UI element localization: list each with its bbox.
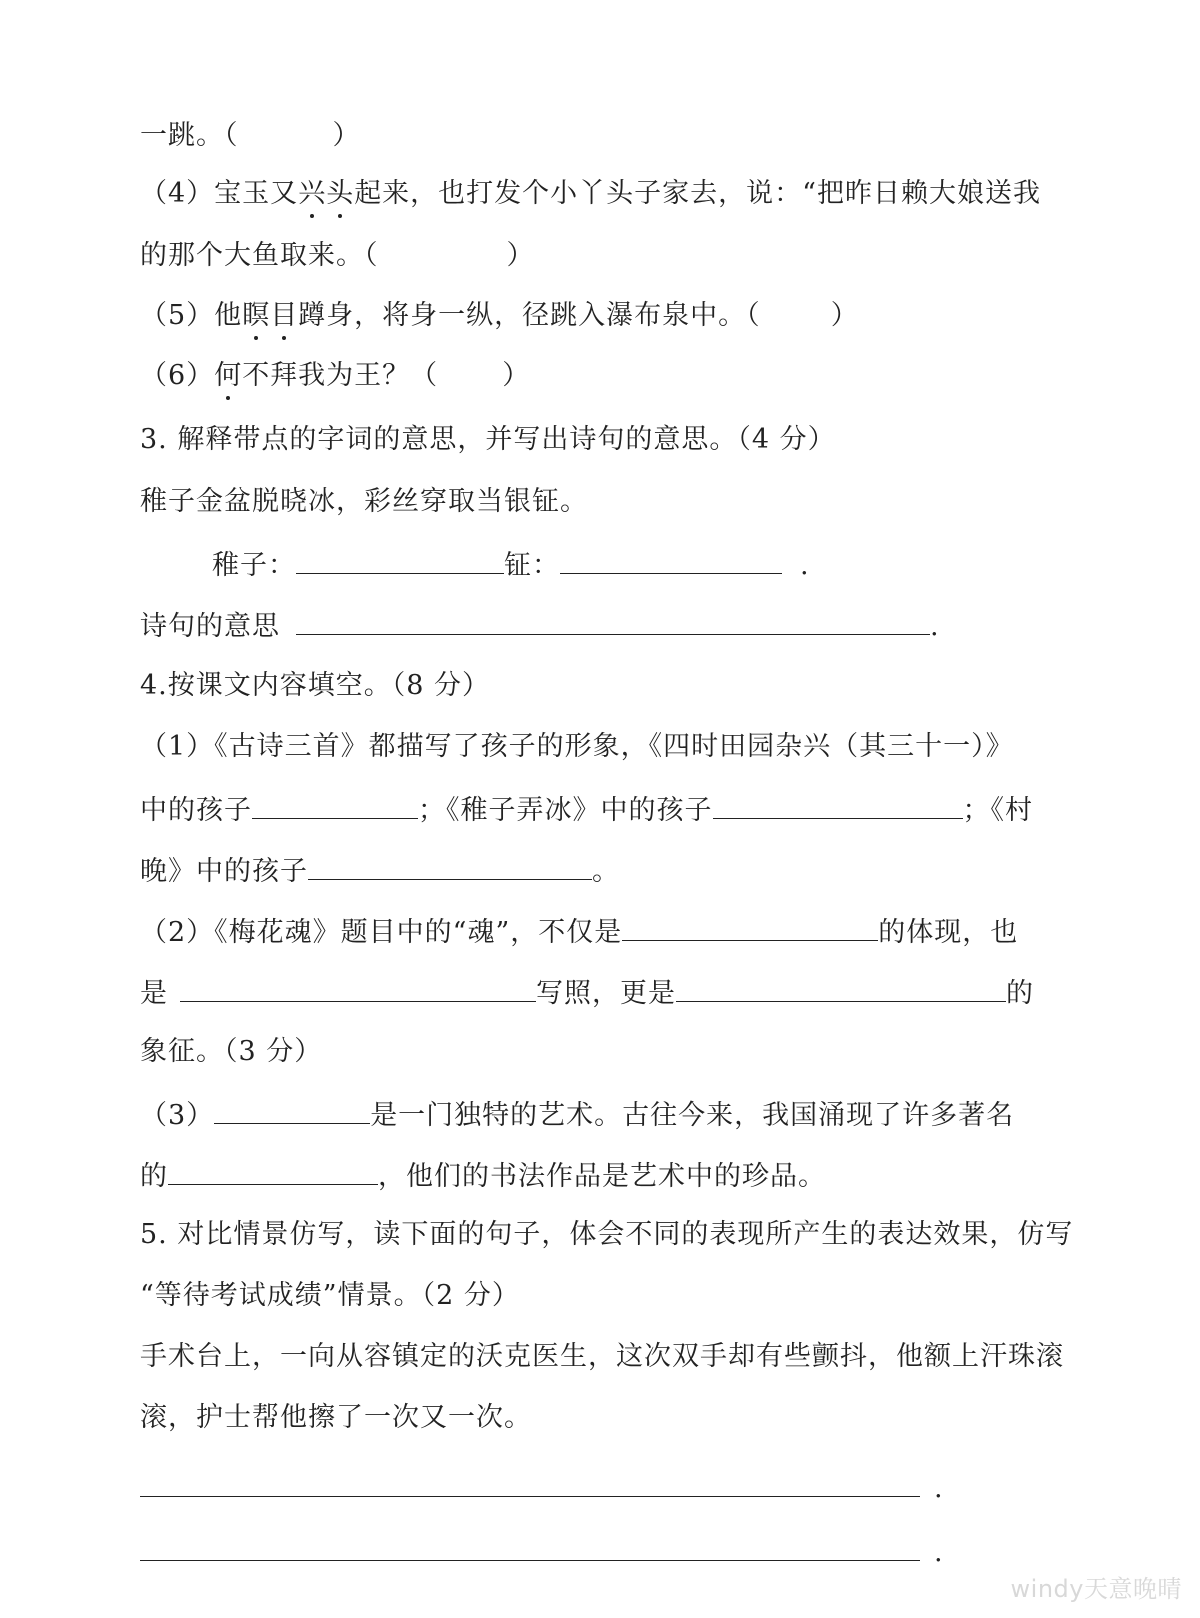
q5-text-line2: 滚，护士帮他擦了一次又一次。 bbox=[140, 1402, 532, 1433]
answer-line-1[interactable] bbox=[140, 1468, 920, 1497]
dotted-char: 头 bbox=[326, 176, 354, 212]
q2-item5: （5）他瞑目蹲身，将身一纵，径跳入瀑布泉中。（ ） bbox=[140, 298, 859, 334]
answer-blank-q4-1c[interactable] bbox=[308, 851, 592, 880]
dotted-char: 兴 bbox=[298, 176, 326, 212]
q4-p1-line1: （1）《古诗三首》都描写了孩子的形象，《四时田园杂兴（其三十一）》 bbox=[140, 731, 1014, 762]
q4-p3-line1: （3） 是一门独特的艺术。古往今来，我国涌现了许多著名 bbox=[140, 1095, 1014, 1134]
q4-p2-line3: 象征。（3 分） bbox=[140, 1036, 323, 1067]
q5-answer-line2: . bbox=[140, 1532, 944, 1571]
q4-title: 4.按课文内容填空。（8 分） bbox=[140, 670, 491, 701]
q2-item4-line1: （4）宝玉又兴头起来，也打发个小丫头子家去，说：“把昨日赖大娘送我 bbox=[140, 176, 1041, 212]
q5-title-line1: 5. 对比情景仿写，读下面的句子，体会不同的表现所产生的表达效果，仿写 bbox=[140, 1219, 1074, 1250]
q5-answer-line1: . bbox=[140, 1468, 944, 1507]
answer-blank-q4-2b[interactable] bbox=[180, 973, 536, 1002]
q3-poem: 稚子金盆脱晓冰，彩丝穿取当银钲。 bbox=[140, 486, 588, 517]
answer-blank-q4-2a[interactable] bbox=[622, 912, 878, 941]
q3-title: 3. 解释带点的字词的意思，并写出诗句的意思。（4 分） bbox=[140, 424, 836, 455]
q3-word-answers: 稚子： 钲： . bbox=[212, 545, 810, 584]
q4-p2-line2: 是 写照，更是 的 bbox=[140, 973, 1034, 1012]
q4-p2-line1: （2）《梅花魂》题目中的“魂”，不仅是 的体现，也 bbox=[140, 912, 1018, 951]
q2-item6: （6）何不拜我为王？（ ） bbox=[140, 358, 530, 394]
q4-p1-line2: 中的孩子 ；《稚子弄冰》中的孩子 ；《村 bbox=[140, 790, 1033, 829]
dotted-char: 目 bbox=[270, 298, 298, 334]
q4-p3-line2: 的 ，他们的书法作品是艺术中的珍品。 bbox=[140, 1156, 826, 1195]
q5-title-line2: “等待考试成绩”情景。（2 分） bbox=[140, 1280, 520, 1311]
answer-blank-q4-2c[interactable] bbox=[676, 973, 1006, 1002]
q3-meaning: 诗句的意思 . bbox=[140, 606, 940, 645]
watermark: windy天意晚晴 bbox=[1010, 1575, 1182, 1603]
answer-blank-q4-1b[interactable] bbox=[713, 790, 963, 819]
answer-blank-q4-3b[interactable] bbox=[168, 1156, 378, 1185]
answer-blank-meaning[interactable] bbox=[296, 606, 930, 635]
q2-item3-end: 一跳。（ ） bbox=[140, 120, 361, 151]
q5-text-line1: 手术台上，一向从容镇定的沃克医生，这次双手却有些颤抖，他额上汗珠滚 bbox=[140, 1341, 1064, 1372]
dotted-char: 何 bbox=[214, 358, 242, 394]
q4-p1-line3: 晚》中的孩子 。 bbox=[140, 851, 620, 890]
answer-blank-q4-3a[interactable] bbox=[214, 1095, 370, 1124]
answer-blank-q4-1a[interactable] bbox=[252, 790, 418, 819]
answer-line-2[interactable] bbox=[140, 1532, 920, 1561]
answer-blank-zhizi[interactable] bbox=[296, 545, 504, 574]
q2-item4-line2: 的那个大鱼取来。（ ） bbox=[140, 240, 535, 271]
dotted-char: 瞑 bbox=[242, 298, 270, 334]
answer-blank-zheng[interactable] bbox=[560, 545, 782, 574]
